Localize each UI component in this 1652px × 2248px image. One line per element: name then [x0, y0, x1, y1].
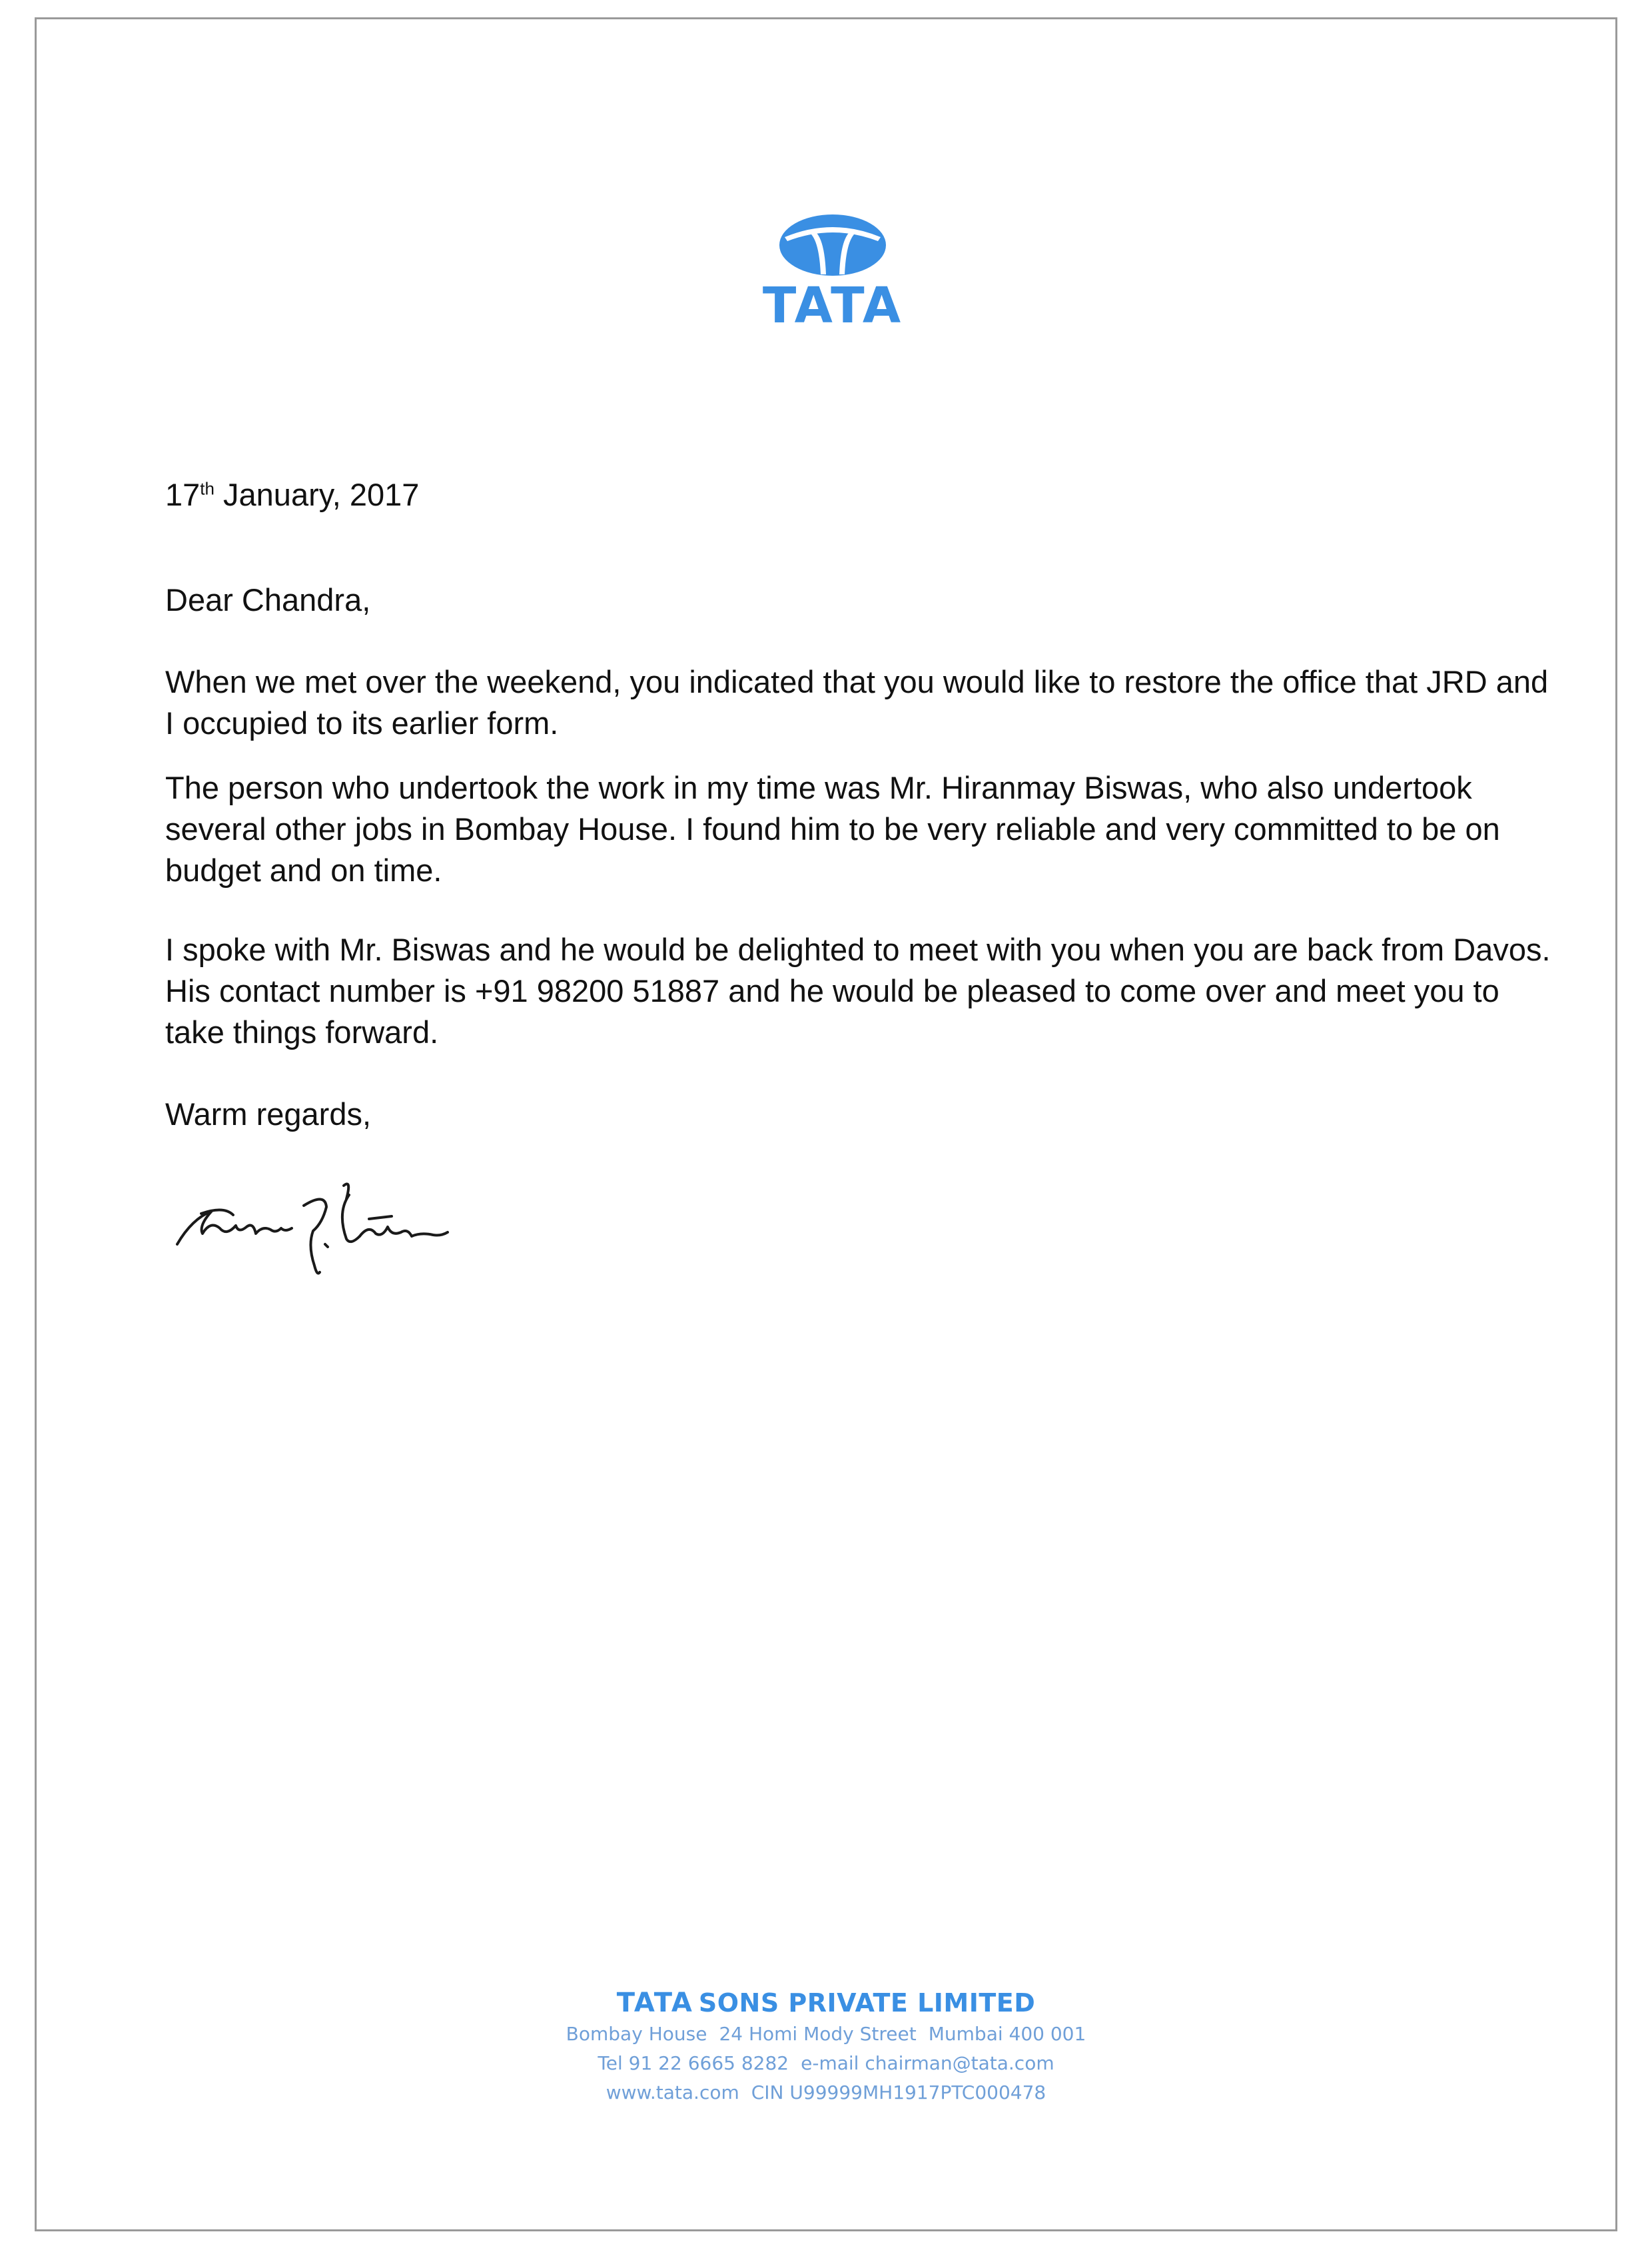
- closing: Warm regards,: [165, 1096, 372, 1132]
- website: www.tata.com: [606, 2081, 739, 2103]
- email-value: chairman@tata.com: [865, 2052, 1054, 2074]
- footer-company-name: SONS PRIVATE LIMITED: [698, 1988, 1036, 2018]
- date-day: 17: [165, 477, 201, 512]
- cin-value: U99999MH1917PTC000478: [789, 2081, 1046, 2103]
- paragraph-2: [165, 767, 1551, 891]
- tel-value: 91 22 6665 8282: [628, 2052, 789, 2074]
- letter-date: [165, 474, 1551, 516]
- date-rest: January, 2017: [214, 477, 420, 512]
- footer-registration: [520, 2078, 1132, 2107]
- salutation: Dear Chandra,: [165, 582, 371, 617]
- footer-company: [520, 1986, 1132, 2020]
- letterhead-logo: [753, 213, 913, 334]
- paragraph-text: When we met over the weekend, you indicated that you would like to restore the office that JRD and I occupied to its earlier form.: [165, 664, 1549, 741]
- address-building: Bombay House: [566, 2023, 707, 2045]
- footer-contact: [520, 2049, 1132, 2078]
- address-street: 24 Homi Mody Street: [719, 2023, 917, 2045]
- email-label: e-mail: [801, 2052, 859, 2074]
- footer-address: [520, 2020, 1132, 2049]
- tata-t-emblem-icon: [778, 213, 887, 277]
- footer-brand: TATA: [616, 1988, 693, 2018]
- cin-label: CIN: [751, 2081, 784, 2103]
- date-suffix: th: [200, 478, 214, 499]
- letterhead-footer: [520, 1986, 1132, 2107]
- signature: [172, 1172, 452, 1279]
- logo-wordmark: TATA: [762, 277, 903, 334]
- tel-label: Tel: [598, 2052, 623, 2074]
- paragraph-3: [165, 929, 1551, 1053]
- address-city: Mumbai 400 001: [928, 2023, 1086, 2045]
- paragraph-text: I spoke with Mr. Biswas and he would be delighted to meet with you when you are back from Davos. His contact number is +91 98200 51887 and he would be pleased to come over and meet you to take things forward.: [165, 932, 1551, 1050]
- paragraph-text: The person who undertook the work in my time was Mr. Hiranmay Biswas, who also undertook several other jobs in Bombay House. I found him to be very reliable and very committed to be on budget and on time.: [165, 770, 1500, 888]
- paragraph-1: [165, 661, 1551, 744]
